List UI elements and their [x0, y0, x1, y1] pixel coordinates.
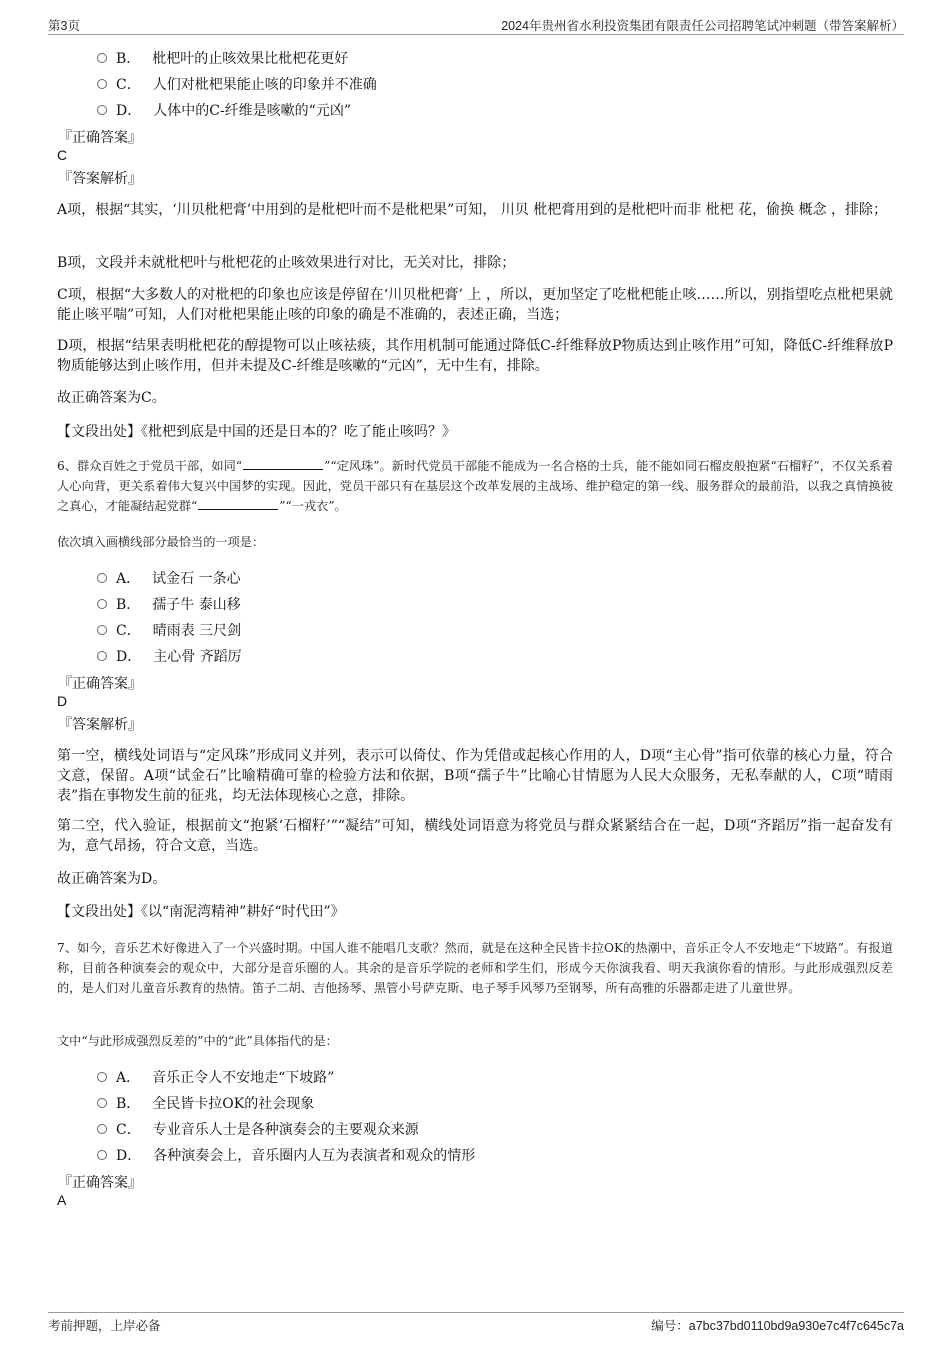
q6-answer: D — [57, 693, 68, 709]
q6-option-d[interactable]: D． 主心骨 齐蹈厉 — [97, 646, 242, 666]
q6-source: 【文段出处】《以“南泥湾精神”耕好“时代田”》 — [57, 904, 345, 920]
q5-analysis-label: 『答案解析』 — [58, 171, 142, 187]
radio-icon[interactable] — [97, 105, 107, 115]
q7-option-b[interactable]: B． 全民皆卡拉OK的社会现象 — [97, 1093, 314, 1113]
q5-answer: C — [57, 147, 68, 163]
q6-option-a[interactable]: A． 试金石 一条心 — [97, 568, 241, 588]
q6-conclusion: 故正确答案为D。 — [57, 871, 167, 887]
q5-analysis-b: B项，文段并未就枇杷叶与枇杷花的止咳效果进行对比，无关对比，排除； — [57, 255, 516, 271]
q7-answer: A — [57, 1192, 67, 1208]
q6-prompt: 依次填入画横线部分最恰当的一项是： — [57, 535, 265, 549]
q7-answer-label: 『正确答案』 — [58, 1175, 142, 1191]
q7-stem: 7、如今，音乐艺术好像进入了一个兴盛时期。中国人谁不能唱几支歌？然而，就是在这种全民皆卡拉OK的热潮中，音乐正令人不安地走“下坡路”。有报道称，目前各种演奏会的观众中，大部分是音乐圈的人。其余的是音乐学院的老师和学生们，形成今天你演我看、明天我演你看的情形。与此形成强烈反差的，是人们对儿童音乐教育的热情。笛子二胡、吉他扬琴、黑管小号萨克斯、电子琴手风琴乃至钢琴，所有高雅的乐器都走进了儿童世界。 — [57, 941, 893, 995]
q6-option-c[interactable]: C． 晴雨表 三尺剑 — [97, 620, 241, 640]
blank-line — [198, 497, 278, 510]
radio-icon[interactable] — [97, 1124, 107, 1134]
q6-option-b[interactable]: B． 孺子牛 泰山移 — [97, 594, 241, 614]
q7-option-a[interactable]: A． 音乐正令人不安地走“下坡路” — [97, 1067, 334, 1087]
q5-option-d[interactable]: D． 人体中的C-纤维是咳嗽的“元凶” — [97, 100, 351, 120]
q5-source: 【文段出处】《枇杷到底是中国的还是日本的？吃了能止咳吗？》 — [57, 424, 456, 440]
radio-icon[interactable] — [97, 53, 107, 63]
document-id: 编号：a7bc37bd0110bd9a930e7c4f7c645c7a — [651, 1319, 904, 1333]
radio-icon[interactable] — [97, 79, 107, 89]
q6-analysis-blank2: 第二空，代入验证，根据前文“抱紧‘石榴籽’”“凝结”可知，横线处词语意为将党员与群众紧紧结合在一起，D项“齐蹈厉”指一起奋发有为，意气昂扬，符合文意，当选。 — [57, 818, 893, 854]
footer-slogan: 考前押题，上岸必备 — [48, 1319, 161, 1333]
page-footer — [48, 1312, 904, 1335]
q7-option-c[interactable]: C． 专业音乐人士是各种演奏会的主要观众来源 — [97, 1119, 419, 1139]
q6-stem: 6、群众百姓之于党员干部，如同“ ”“定风珠”。新时代党员干部能不能成为一名合格的士兵，能不能如同石榴皮般抱紧“石榴籽”，不仅关系着人心向背，更关系着伟大复兴中国梦的实现。因此，党员干部只有在基层这个改革发展的主战场、维护稳定的第一线、服务群众的最前沿，以我之真情换彼之真心，才能凝结起党群“ ”“一戎衣”。 — [57, 459, 893, 513]
q5-option-c[interactable]: C． 人们对枇杷果能止咳的印象并不准确 — [97, 74, 377, 94]
q5-option-b[interactable]: B． 枇杷叶的止咳效果比枇杷花更好 — [97, 48, 348, 68]
q6-analysis-blank1: 第一空，横线处词语与“定风珠”形成同义并列，表示可以倚仗、作为凭借或起核心作用的人，D项“主心骨”指可依靠的核心力量，符合文意，保留。A项“试金石”比喻精确可靠的检验方法和依据，B项“孺子牛”比喻心甘情愿为人民大众服务，无私奉献的人，C项“晴雨表”指在事物发生前的征兆，均无法体现核心之意，排除。 — [57, 748, 893, 804]
radio-icon[interactable] — [97, 573, 107, 583]
q7-option-d[interactable]: D． 各种演奏会上，音乐圈内人互为表演者和观众的情形 — [97, 1145, 475, 1165]
page-number: 第3页 — [48, 19, 80, 33]
q6-analysis-label: 『答案解析』 — [58, 717, 142, 733]
page-header — [48, 14, 904, 35]
q6-answer-label: 『正确答案』 — [58, 676, 142, 692]
radio-icon[interactable] — [97, 1072, 107, 1082]
document-title: 2024年贵州省水利投资集团有限责任公司招聘笔试冲刺题（带答案解析） — [501, 19, 904, 33]
radio-icon[interactable] — [97, 1150, 107, 1160]
q5-conclusion: 故正确答案为C。 — [57, 390, 166, 406]
radio-icon[interactable] — [97, 1098, 107, 1108]
q5-analysis-c: C项，根据“大多数人的对枇杷的印象也应该是停留在‘川贝枇杷膏’ 上 ，所以，更加坚定了吃枇杷能止咳……所以，别指望吃点枇杷果就能止咳平喘”可知，人们对枇杷果能止咳的印象的确是不准确的，表述正确，当选； — [57, 287, 893, 323]
q5-answer-label: 『正确答案』 — [58, 130, 142, 146]
q7-prompt: 文中“与此形成强烈反差的”中的“此”具体指代的是： — [57, 1034, 338, 1048]
radio-icon[interactable] — [97, 651, 107, 661]
q5-analysis-d: D项，根据“结果表明枇杷花的醇提物可以止咳祛痰，其作用机制可能通过降低C-纤维释放P物质达到止咳作用”可知，降低C-纤维释放P物质能够达到止咳作用，但并未提及C-纤维是咳嗽的“元凶”，无中生有，排除。 — [57, 338, 893, 374]
q5-analysis-a: A项，根据“其实，‘川贝枇杷膏’中用到的是枇杷叶而不是枇杷果”可知， 川贝 枇杷膏用到的是枇杷叶而非 枇杷 花，偷换 概念 ，排除； — [57, 202, 888, 218]
radio-icon[interactable] — [97, 599, 107, 609]
radio-icon[interactable] — [97, 625, 107, 635]
blank-line — [243, 457, 323, 470]
